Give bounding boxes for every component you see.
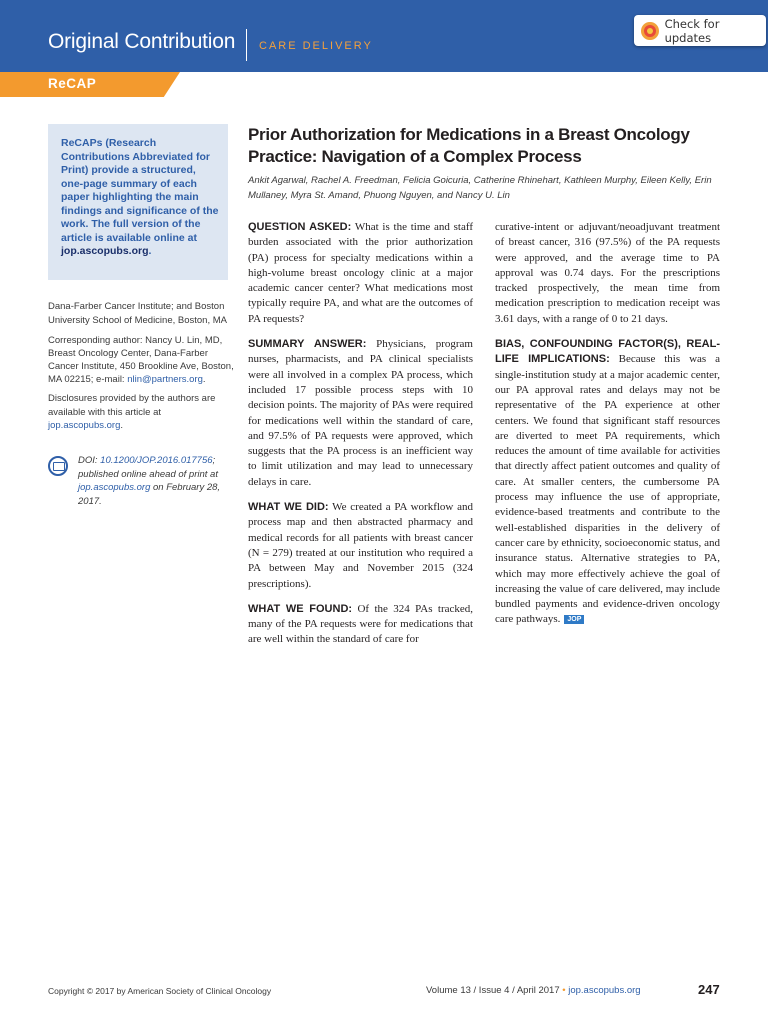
section-category: CARE DELIVERY (259, 40, 373, 52)
footer-bullet: • (562, 985, 566, 996)
question-asked-heading: QUESTION ASKED: (248, 221, 352, 233)
what-we-did-paragraph: WHAT WE DID: We created a PA workflow and process map and then abstracted pharmacy and medical records for all patients with breast cancer (N = 279) treated at our institution who required a PA between May and November 2015 (324 prescriptions). (248, 501, 473, 590)
summary-answer-paragraph: SUMMARY ANSWER: Physicians, program nurses, pharmacists, and PA clinical specialists were all involved in a complex PA process, which included 17 possible process steps with 10 decision points. The majority of PAs were required for medications well within the standard of care, and 97.5% of PA requests were approved, which suggests that the PA process is an inefficient way to limit utilization and may lead to unnecessary delays in care. (248, 338, 473, 488)
question-asked-paragraph: QUESTION ASKED: What is the time and staff burden associated with the prior authorization (PA) process for specialty medications within a high-volume breast oncology clinic at a major academic cancer center? What medications most typically require PA, and what are the outcomes of PA requests? (248, 221, 473, 325)
disclosures-link[interactable]: jop.ascopubs.org (48, 420, 121, 431)
page-number: 247 (698, 982, 720, 997)
author-affiliation: Dana-Farber Cancer Institute; and Boston University School of Medicine, Boston, MA (48, 301, 227, 326)
what-we-found-paragraph: WHAT WE FOUND: Of the 324 PAs tracked, many of the PA requests were for medications that are well within the standard of care for (248, 602, 473, 646)
check-for-updates-button[interactable] (634, 15, 766, 46)
issue-info: Volume 13 / Issue 4 / April 2017 • jop.ascopubs.org (426, 985, 641, 996)
header-divider (246, 29, 247, 61)
article-column-right (495, 220, 720, 638)
article-title: Prior Authorization for Medications in a Breast Oncology Practice: Navigation of a Complex Process (248, 125, 690, 166)
recap-label: ReCAP (48, 76, 97, 91)
bias-heading: BIAS, CONFOUNDING FACTOR(S), REAL-LIFE IMPLICATIONS: (495, 338, 720, 366)
article-authors: Ankit Agarwal, Rachel A. Freedman, Felicia Goicuria, Catherine Rhinehart, Kathleen Murphy, Eileen Kelly, Erin Mullaney, Myra St. Amand, Phuong Nguyen, and Nancy U. Lin (248, 175, 712, 201)
corresponding-author: Corresponding author: Nancy U. Lin, MD, Breast Oncology Center, Dana-Farber Cancer Institute, 450 Brookline Ave, Boston, MA 02215; e-mail: nlin@partners.org. (48, 335, 234, 385)
bias-paragraph: BIAS, CONFOUNDING FACTOR(S), REAL-LIFE IMPLICATIONS: Because this was a single-institution study at a major academic center, our PA approval rates and delays may not be representative of the PA experience at other centers. We found that significant staff resources are diverted to meet PA requirements, which reduces the amount of time available for activities that directly affect patient outcomes and quality of care. At smaller centers, the cumbersome PA process may influence the use of appropriate, evidence-based treatments and contribute to the well-established disparities in the delivery of cancer care by ethnicity, socioeconomic status, and insurance status. Alternative strategies to PA, which may more effectively achieve the goal of increasing the value of care delivered, may include bundled payments and evidence-driven oncology care pathways. JOP (495, 338, 720, 626)
disclosures-note: Disclosures provided by the authors are available with this article at jop.ascopubs.org. (48, 393, 216, 431)
section-title: Original Contribution (48, 30, 236, 53)
doi-info: DOI: 10.1200/JOP.2016.017756; published online ahead of print at jop.ascopubs.org on February 28, 2017. (78, 455, 221, 507)
doi-site-link[interactable]: jop.ascopubs.org (78, 482, 151, 493)
recap-description: ReCAPs (Research Contributions Abbreviated for Print) provide a structured, one-page summary of each paper highlighting the main findings and significance of the work. The full version of the article is available online at jop.ascopubs.org. (61, 137, 219, 257)
summary-answer-heading: SUMMARY ANSWER: (248, 338, 367, 351)
doi-icon (48, 456, 68, 476)
what-we-did-heading: WHAT WE DID: (248, 501, 329, 514)
crossmark-icon (641, 22, 659, 40)
what-we-found-continued: curative-intent or adjuvant/neoadjuvant treatment of breast cancer, 316 (97.5%) of the PA requests were approved, and the average time to PA approval was 0.74 days. For the prescriptions tracked prospectively, the mean time from medication prescription to medication receipt was 3.61 days, with a range of 0 to 21 days. (495, 221, 720, 325)
doi-link[interactable]: 10.1200/JOP.2016.017756 (100, 455, 213, 466)
check-for-updates-label: Check for updates (664, 16, 720, 45)
recap-site-link[interactable]: jop.ascopubs.org (61, 245, 149, 257)
jop-end-badge: JOP (564, 615, 584, 624)
copyright-notice: Copyright © 2017 by American Society of Clinical Oncology (48, 986, 272, 996)
article-column-left (248, 220, 473, 648)
corresponding-email-link[interactable]: nlin@partners.org (127, 374, 203, 385)
recap-info-box (48, 124, 228, 280)
what-we-found-heading: WHAT WE FOUND: (248, 602, 353, 615)
footer-site-link[interactable]: jop.ascopubs.org (565, 985, 641, 996)
